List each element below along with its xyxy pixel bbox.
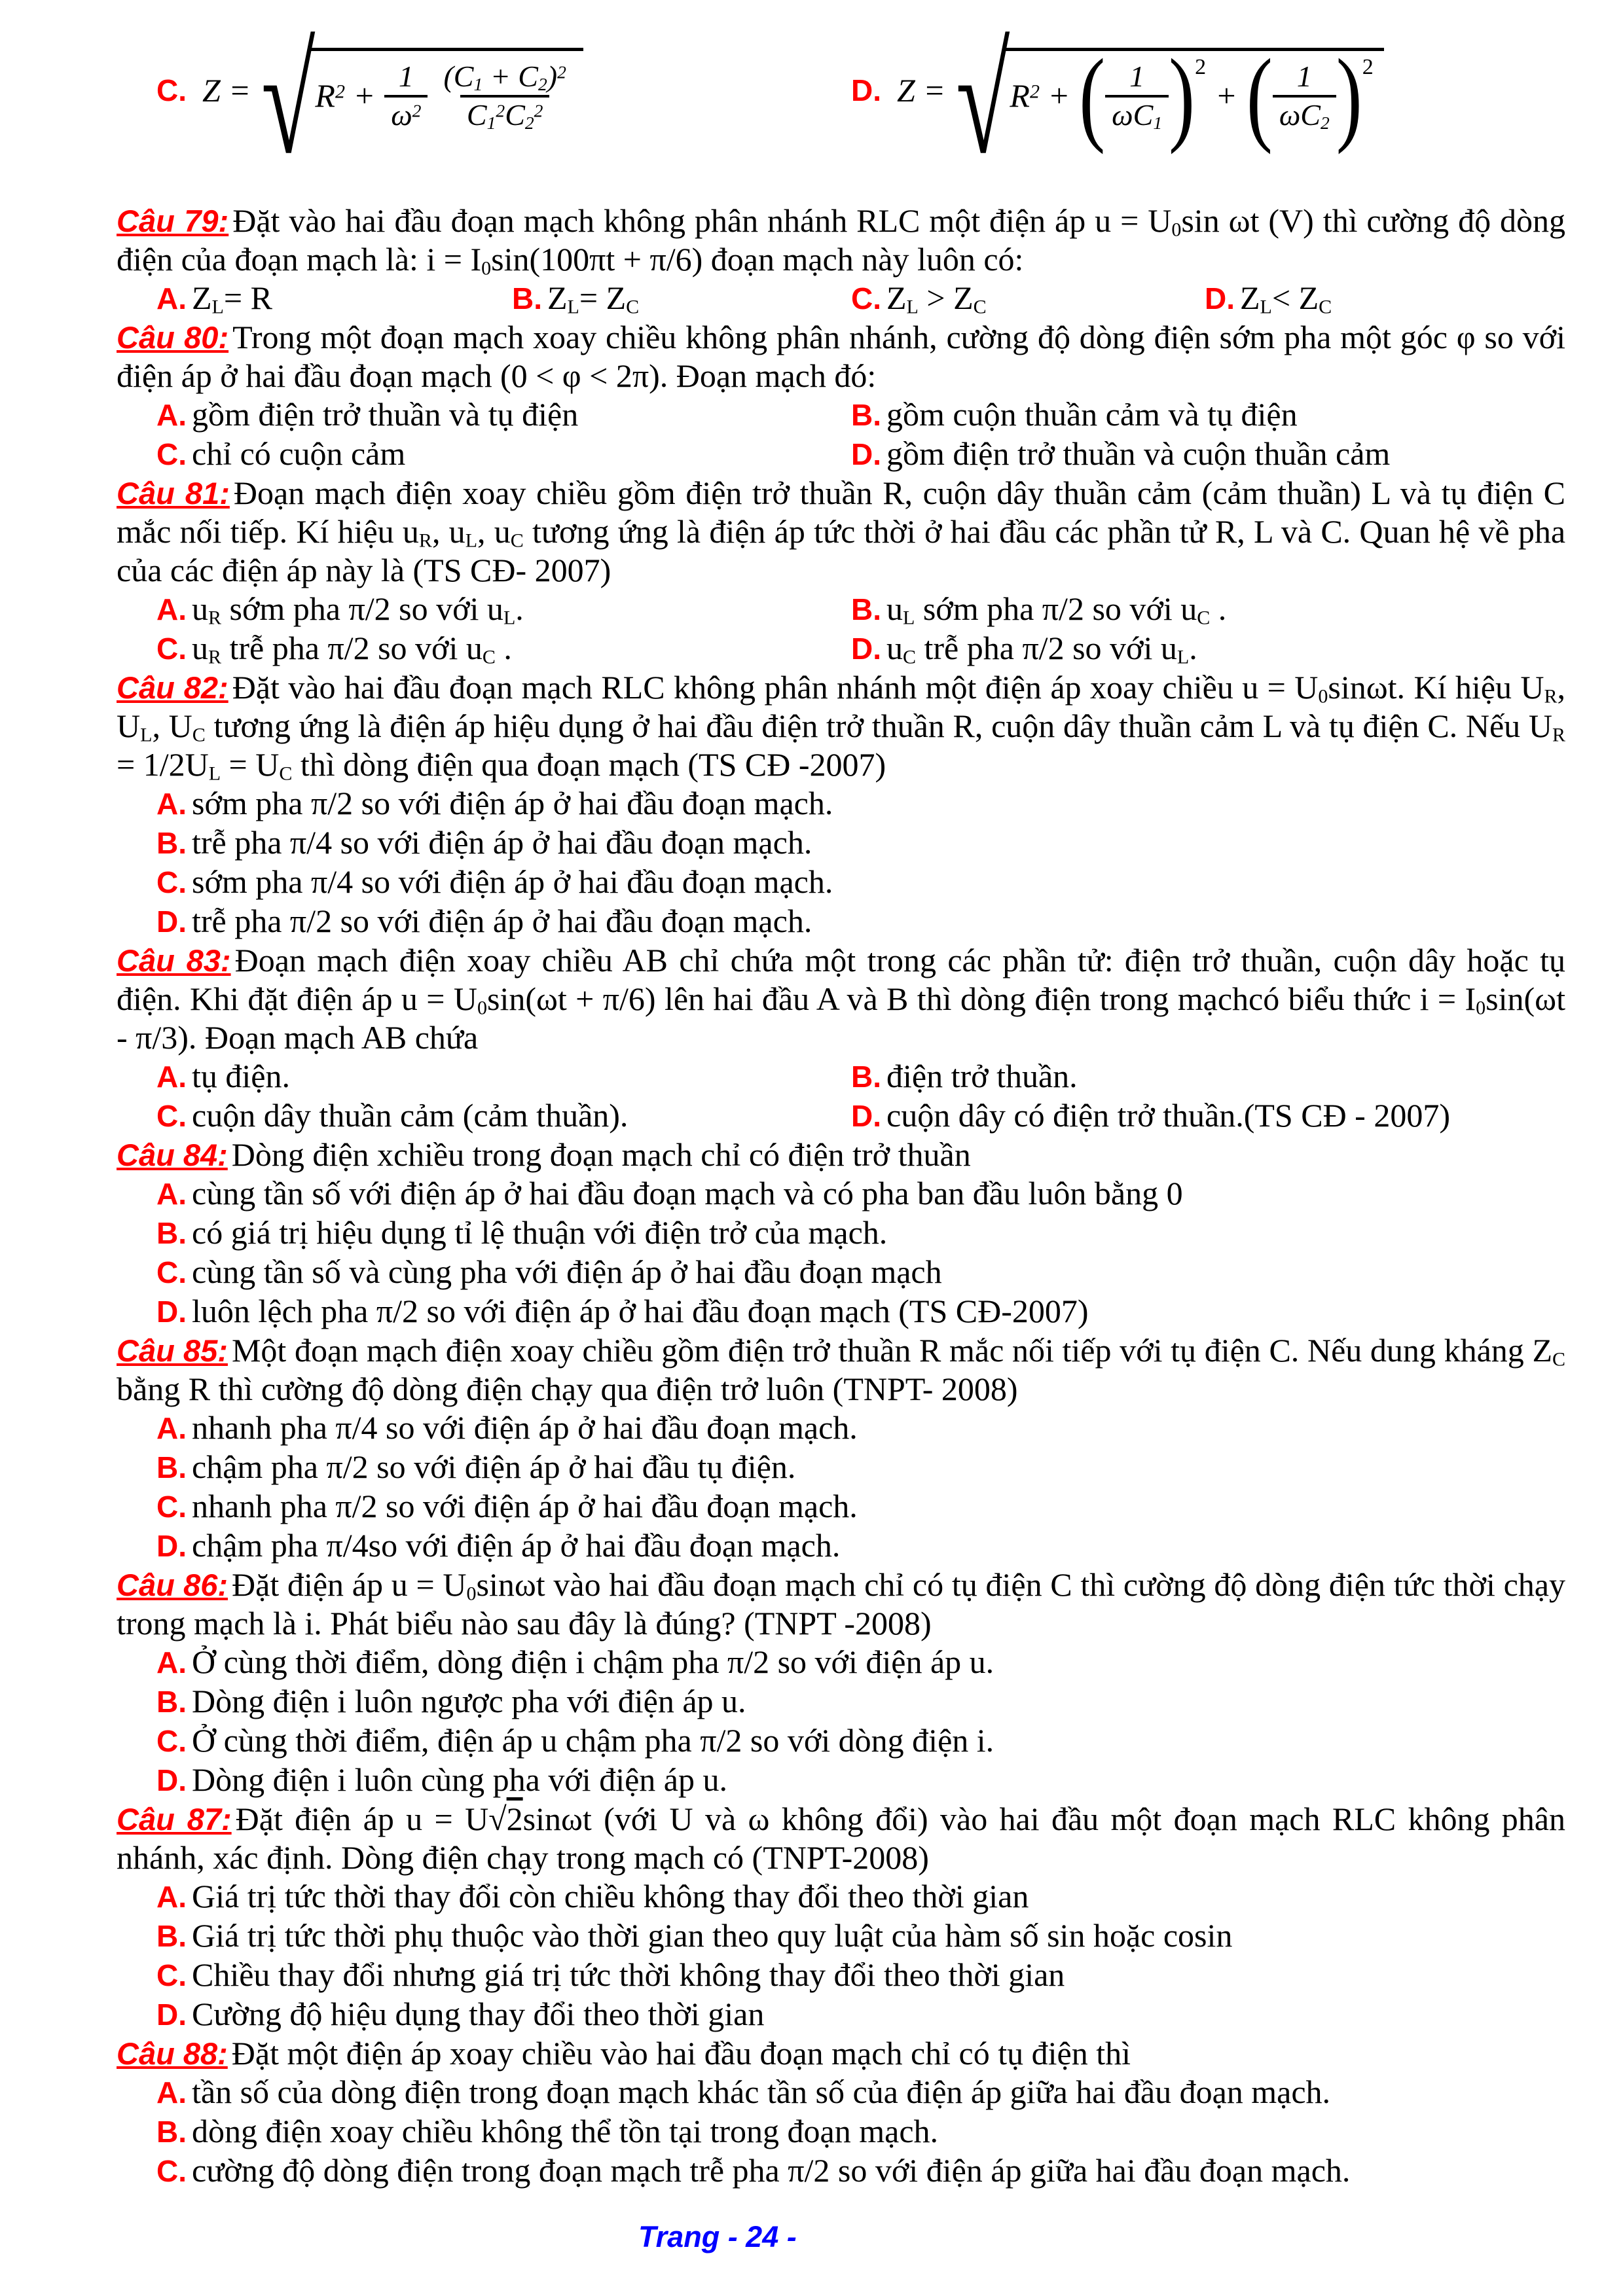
option-text: Giá trị tức thời phụ thuộc vào thời gian theo quy luật của hàm số sin hoặc cosin	[192, 1917, 1233, 1954]
option-c	[156, 1721, 1565, 1761]
option-letter: B.	[851, 398, 881, 432]
options-row	[117, 279, 1565, 318]
option-letter: A.	[156, 281, 187, 315]
option-text: điện trở thuần.	[886, 1058, 1078, 1094]
option-b	[851, 590, 1565, 629]
question-body: Đặt một điện áp xoay chiều vào hai đầu đoạn mạch chỉ có tụ điện thì	[231, 2035, 1131, 2072]
option-text: $Z_L > Z_C$	[886, 279, 987, 318]
option-text: $Z_L= Z_C$	[547, 279, 640, 318]
option-c	[156, 1096, 851, 1136]
option-text: $u_R$ trễ pha π/2 so với $u_C$ .	[192, 630, 512, 668]
option-text: $u_C$ trễ pha π/2 so với $u_L$.	[886, 630, 1197, 668]
option-c	[156, 2151, 1565, 2191]
question-79	[117, 202, 1565, 318]
options-stack	[117, 784, 1565, 941]
question-label: Câu 84:	[117, 1138, 228, 1172]
question-text	[117, 1331, 1565, 1408]
option-letter: C.	[156, 1099, 187, 1133]
question-body: Một đoạn mạch điện xoay chiều gồm điện trở thuần R mắc nối tiếp với tụ điện C. Nếu dung kháng $Z_C$ bằng R thì cường độ dòng điện chạy qua điện trở luôn (TNPT- 2008)	[117, 1332, 1565, 1407]
option-c	[851, 279, 1205, 318]
option-letter: C.	[156, 1958, 187, 1992]
fraction: $\frac{1}{\omega^2}$	[384, 59, 428, 134]
option-letter: B.	[156, 1685, 187, 1719]
option-b	[156, 1682, 1565, 1721]
option-d	[156, 1526, 1565, 1566]
question-85	[117, 1331, 1565, 1566]
option-letter: A.	[156, 1411, 187, 1445]
option-text: cùng tần số với điện áp ở hai đầu đoạn mạch và có pha ban đầu luôn bằng 0	[192, 1175, 1183, 1211]
option-text: nhanh pha π/4 so với điện áp ở hai đầu đoạn mạch.	[192, 1409, 858, 1446]
question-text	[117, 2034, 1565, 2073]
option-a	[156, 279, 512, 318]
options-grid	[117, 590, 1565, 668]
option-c	[156, 1487, 1565, 1526]
option-letter: D.	[851, 73, 881, 107]
options-grid	[117, 1057, 1565, 1136]
question-80	[117, 318, 1565, 474]
option-a	[156, 784, 1565, 823]
option-b	[156, 1916, 1565, 1956]
carryover-formula-options	[117, 17, 1565, 190]
radical-sign-icon: √	[956, 17, 1010, 186]
question-87	[117, 1800, 1565, 2034]
option-letter: D.	[851, 632, 881, 666]
question-label: Câu 86:	[117, 1568, 228, 1602]
radicand	[308, 48, 583, 134]
option-text: $u_L$ sớm pha π/2 so với $u_C$ .	[886, 590, 1227, 629]
question-body: Đặt điện áp u = U√2sinωt (với U và ω không đổi) vào hai đầu một đoạn mạch RLC không phân nhánh, xác định. Dòng điện chạy trong mạch có (TNPT-2008)	[117, 1801, 1565, 1876]
option-letter: D.	[156, 1295, 187, 1329]
option-b	[851, 395, 1565, 435]
question-label: Câu 88:	[117, 2036, 228, 2071]
option-letter: A.	[156, 1177, 187, 1211]
option-c	[156, 863, 1565, 902]
question-label: Câu 87:	[117, 1802, 232, 1837]
option-letter: B.	[851, 1060, 881, 1094]
option-b	[156, 2112, 1565, 2151]
option-letter: C.	[156, 73, 187, 107]
option-text: Dòng điện i luôn ngược pha với điện áp u.	[192, 1683, 746, 1719]
option-text: sớm pha π/2 so với điện áp ở hai đầu đoạn mạch.	[192, 785, 833, 821]
option-d	[851, 435, 1565, 474]
option-letter: C.	[156, 632, 187, 666]
option-text: cường độ dòng điện trong đoạn mạch trễ pha π/2 so với điện áp giữa hai đầu đoạn mạch.	[192, 2152, 1351, 2189]
exponent: 2	[1362, 55, 1374, 79]
question-label: Câu 81:	[117, 476, 230, 511]
option-a	[156, 1408, 1565, 1448]
option-a	[156, 1057, 851, 1096]
question-body: Đoạn mạch điện xoay chiều gồm điện trở thuần R, cuộn dây thuần cảm (cảm thuần) L và tụ điện C mắc nối tiếp. Kí hiệu $u_R$, $u_L$, $u_C$ tương ứng là điện áp tức thời ở hai đầu các phần tử R, L và C. Quan hệ về pha của các điện áp này là (TS CĐ- 2007)	[117, 475, 1566, 588]
formula-lhs: Z =	[897, 71, 946, 109]
option-d	[851, 629, 1565, 668]
option-letter: D.	[851, 1099, 881, 1133]
question-body: Đặt điện áp $u = U_0\sin\omega t$ vào hai đầu đoạn mạch chỉ có tụ điện C thì cường độ dòng điện tức thời chạy trong mạch là i. Phát biểu nào sau đây là đúng? (TNPT -2008)	[117, 1566, 1565, 1641]
question-body: Dòng điện xchiều trong đoạn mạch chỉ có điện trở thuần	[231, 1136, 971, 1173]
option-letter: B.	[156, 2115, 187, 2149]
option-letter: A.	[156, 2075, 187, 2109]
open-paren: (	[1079, 37, 1106, 154]
question-body: Trong một đoạn mạch xoay chiều không phân nhánh, cường độ dòng điện sớm pha một góc φ so với điện áp ở hai đầu đoạn mạch (0 < φ < 2π). Đoạn mạch đó:	[117, 319, 1565, 394]
close-paren: )	[1169, 37, 1195, 154]
option-text: tụ điện.	[192, 1058, 290, 1094]
square-root-expression	[261, 17, 583, 186]
option-letter: B.	[156, 1450, 187, 1484]
question-82	[117, 668, 1565, 941]
option-letter: A.	[156, 1645, 187, 1679]
formula-option-c	[156, 17, 583, 186]
fraction: $\frac{1}{\omega C_1}$	[1105, 59, 1169, 134]
option-text: có giá trị hiệu dụng tỉ lệ thuận với điện trở của mạch.	[192, 1214, 888, 1251]
option-letter: A.	[156, 1060, 187, 1094]
option-text: gồm điện trở thuần và cuộn thuần cảm	[886, 435, 1391, 472]
option-letter: C.	[851, 281, 881, 315]
term-r-squared: $R^2$ +	[315, 77, 376, 115]
option-d	[851, 1096, 1565, 1136]
question-label: Câu 82:	[117, 670, 228, 705]
option-letter: A.	[156, 592, 187, 626]
term-r-squared: $R^2$ +	[1010, 77, 1070, 115]
option-letter: D.	[1205, 281, 1235, 315]
option-letter: B.	[156, 826, 187, 860]
question-text	[117, 668, 1565, 784]
question-text	[117, 1800, 1565, 1877]
option-text: nhanh pha π/2 so với điện áp ở hai đầu đoạn mạch.	[192, 1488, 858, 1524]
plus-sign: +	[1215, 77, 1237, 115]
option-text: cuộn dây thuần cảm (cảm thuần).	[192, 1097, 629, 1134]
option-letter: D.	[156, 905, 187, 939]
option-text: Ở cùng thời điểm, dòng điện i chậm pha π/2 so với điện áp u.	[192, 1643, 994, 1680]
option-text: trễ pha π/2 so với điện áp ở hai đầu đoạn mạch.	[192, 903, 812, 939]
option-text: tần số của dòng điện trong đoạn mạch khác tần số của điện áp giữa hai đầu đoạn mạch.	[192, 2073, 1331, 2110]
option-letter: C.	[156, 437, 187, 471]
parenthesized-fraction	[1246, 37, 1374, 154]
formula-lhs: Z =	[202, 71, 251, 109]
option-text: chậm pha π/4so với điện áp ở hai đầu đoạn mạch.	[192, 1527, 841, 1564]
question-text	[117, 1136, 1565, 1174]
option-d	[156, 1761, 1565, 1800]
option-b	[156, 1213, 1565, 1253]
option-c	[156, 1253, 1565, 1292]
options-stack	[117, 1643, 1565, 1800]
option-letter: C.	[156, 1724, 187, 1758]
option-text: cùng tần số và cùng pha với điện áp ở hai đầu đoạn mạch	[192, 1253, 942, 1290]
option-c	[156, 629, 851, 668]
question-86	[117, 1566, 1565, 1800]
option-d	[156, 1995, 1565, 2034]
option-letter: A.	[156, 398, 187, 432]
option-letter: C.	[156, 2154, 187, 2188]
question-body: Đặt vào hai đầu đoạn mạch không phân nhánh RLC một điện áp $u = U_0\sin$ ωt (V) thì cường độ dòng điện của đoạn mạch là: $i = I_0\sin(100\pi t + \pi/6)$ đoạn mạch này luôn có:	[117, 202, 1566, 279]
option-d	[1205, 279, 1565, 318]
option-text: Dòng điện i luôn cùng pha với điện áp u.	[192, 1761, 727, 1798]
fraction: $\frac{1}{\omega C_2}$	[1273, 59, 1336, 134]
option-text: chậm pha π/2 so với điện áp ở hai đầu tụ điện.	[192, 1448, 796, 1485]
option-a	[156, 1174, 1565, 1213]
radicand	[1003, 37, 1383, 154]
question-text	[117, 941, 1565, 1057]
options-grid	[117, 395, 1565, 474]
option-text: sớm pha π/4 so với điện áp ở hai đầu đoạn mạch.	[192, 863, 833, 900]
option-text: $Z_L= R$	[192, 279, 272, 318]
option-letter: B.	[156, 1919, 187, 1953]
option-text: $Z_L< Z_C$	[1240, 279, 1332, 318]
question-body: Đặt vào hai đầu đoạn mạch RLC không phân nhánh một điện áp xoay chiều $u = U_0\sin\omega t$. Kí hiệu $U_R$, $U_L$, $U_C$ tương ứng là điện áp hiệu dụng ở hai đầu điện trở thuần R, cuộn dây thuần cảm L và tụ điện C. Nếu $U_R = 1/2U_L = U_C$ thì dòng điện qua đoạn mạch (TS CĐ -2007)	[117, 669, 1566, 785]
option-letter: B.	[156, 1216, 187, 1250]
formula-option-d	[851, 17, 1384, 186]
question-text	[117, 474, 1565, 590]
close-paren: )	[1336, 37, 1362, 154]
option-a	[156, 2073, 1565, 2112]
option-a	[156, 1643, 1565, 1682]
question-88	[117, 2034, 1565, 2191]
option-letter: C.	[156, 1490, 187, 1524]
option-letter: A.	[156, 787, 187, 821]
option-letter: B.	[512, 281, 542, 315]
question-label: Câu 83:	[117, 943, 231, 978]
option-b	[156, 823, 1565, 863]
option-d	[156, 902, 1565, 941]
option-text: luôn lệch pha π/2 so với điện áp ở hai đầu đoạn mạch (TS CĐ-2007)	[192, 1293, 1089, 1329]
option-text: Giá trị tức thời thay đổi còn chiều không thay đổi theo thời gian	[192, 1878, 1029, 1914]
option-text: Chiều thay đổi nhưng giá trị tức thời không thay đổi theo thời gian	[192, 1956, 1065, 1993]
option-letter: C.	[156, 1255, 187, 1289]
open-paren: (	[1246, 37, 1273, 154]
options-stack	[117, 1408, 1565, 1566]
question-label: Câu 80:	[117, 320, 229, 355]
option-text: gồm cuộn thuần cảm và tụ điện	[886, 396, 1298, 433]
option-text: dòng điện xoay chiều không thể tồn tại trong đoạn mạch.	[192, 2113, 939, 2149]
radical-sign-icon: √	[261, 17, 316, 186]
option-text: gồm điện trở thuần và tụ điện	[192, 396, 579, 433]
option-letter: D.	[156, 1529, 187, 1563]
question-text	[117, 1566, 1565, 1643]
option-b	[851, 1057, 1565, 1096]
option-text: trễ pha π/4 so với điện áp ở hai đầu đoạn mạch.	[192, 824, 812, 861]
question-text	[117, 202, 1565, 279]
options-stack	[117, 1174, 1565, 1331]
option-a	[156, 395, 851, 435]
page-number: Trang - 24 -	[638, 2220, 797, 2253]
option-letter: D.	[851, 437, 881, 471]
option-a	[156, 590, 851, 629]
question-body: Đoạn mạch điện xoay chiều AB chỉ chứa một trong các phần tử: điện trở thuần, cuộn dây hoặc tụ điện. Khi đặt điện áp $u = U_0\sin(\omega t + \pi/6)$ lên hai đầu A và B thì dòng điện trong mạchcó biểu thức $i = I_0\sin(\omega t - \pi/3)$. Đoạn mạch AB chứa	[117, 942, 1566, 1056]
exponent: 2	[1195, 55, 1207, 79]
option-text: cuộn dây có điện trở thuần.(TS CĐ - 2007)	[886, 1097, 1450, 1134]
option-text: Ở cùng thời điểm, điện áp u chậm pha π/2 so với dòng điện i.	[192, 1722, 994, 1759]
question-text	[117, 318, 1565, 395]
option-text: chỉ có cuộn cảm	[192, 435, 406, 472]
option-a	[156, 1877, 1565, 1916]
options-stack	[117, 2073, 1565, 2191]
option-text: Cường độ hiệu dụng thay đổi theo thời gian	[192, 1996, 765, 2032]
fraction: $\frac{(C_1 + C_2)^2}{C_1^2C_2^2}$	[443, 60, 566, 133]
parenthesized-fraction	[1079, 37, 1207, 154]
option-letter: D.	[156, 1763, 187, 1797]
option-d	[156, 1292, 1565, 1331]
question-83	[117, 941, 1565, 1136]
square-root-expression	[956, 17, 1384, 186]
option-b	[512, 279, 851, 318]
question-label: Câu 79:	[117, 204, 229, 238]
option-letter: C.	[156, 865, 187, 899]
option-letter: A.	[156, 1880, 187, 1914]
option-letter: B.	[851, 592, 881, 626]
option-letter: D.	[156, 1998, 187, 2032]
question-81	[117, 474, 1565, 668]
question-84	[117, 1136, 1565, 1331]
option-c	[156, 1956, 1565, 1995]
option-c	[156, 435, 851, 474]
options-stack	[117, 1877, 1565, 2034]
option-text: $u_R$ sớm pha π/2 so với $u_L$.	[192, 590, 524, 629]
question-label: Câu 85:	[117, 1333, 228, 1368]
option-b	[156, 1448, 1565, 1487]
